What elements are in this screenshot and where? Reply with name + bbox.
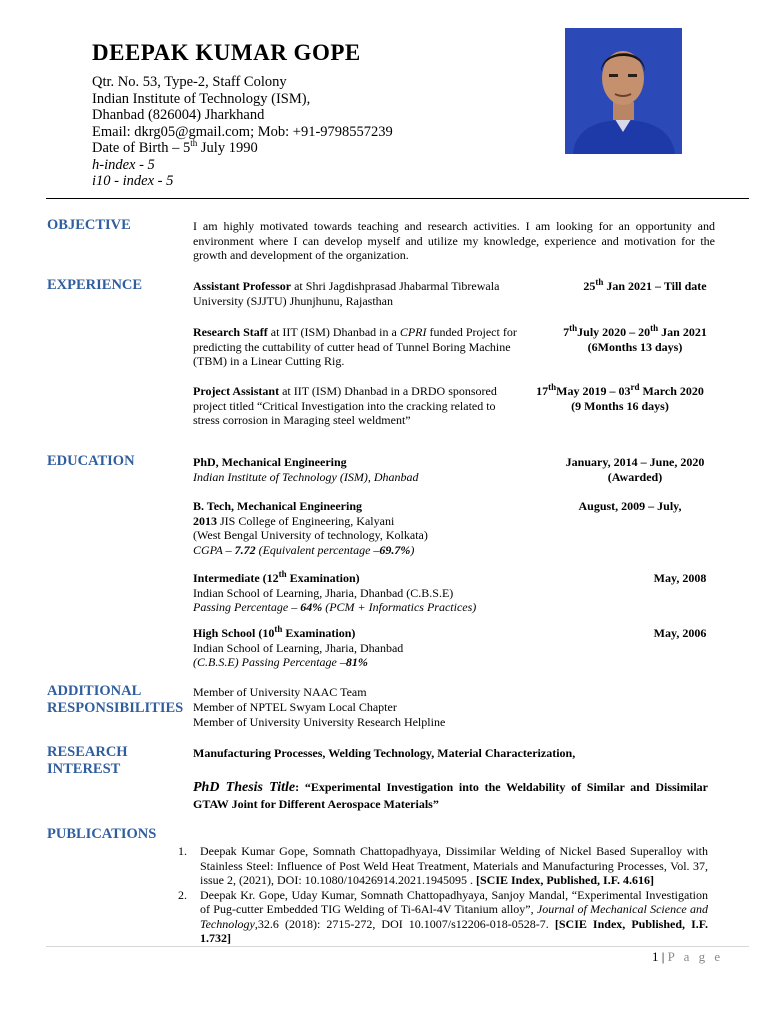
education-highschool-date: May, 2006 [653,626,707,640]
objective-heading: OBJECTIVE [47,217,131,233]
research-interest: Manufacturing Processes, Welding Technology, Material Characterization, [193,746,576,760]
publication-item-1: 1. Deepak Kumar Gope, Somnath Chattopadhyaya, Dissimilar Welding of Nickel Based Superalloy with Stainless Steel: Influence of Post Weld Heat Treatment, Materials and Manufacturing Processes, Vol. 37, issue 2, (2021), DOI: 10.1080/10426914.2021.1945095 . [SCIE Index, Published, I.F. 4.616] [178,844,708,887]
experience-heading: EXPERIENCE [47,277,143,293]
experience-date-3: 17thMay 2019 – 03rd March 2020 (9 Months 16 days) [530,384,710,413]
candidate-name: DEEPAK KUMAR GOPE [92,40,361,65]
address-line-3: Dhanbad (826004) Jharkhand [92,107,265,123]
list-item: Member of NPTEL Swyam Local Chapter [193,700,397,714]
education-phd: PhD, Mechanical Engineering Indian Institute of Technology (ISM), Dhanbad [193,455,419,484]
experience-duration-2: (6Months 13 days) [587,339,683,354]
publication-item-2: 2. Deepak Kr. Gope, Uday Kumar, Somnath Chattopadhyaya, Sanjoy Mandal, “Experimental Investigation of Pug-cutter Embedded TIG Welding of Ti-6Al-4V Titanium alloy”, Journal of Mechanical Science and Technology,32.6 (2018): 2715-272, DOI 10.1007/s12206-018-0528-7. [SCIE Index, Published, I.F. 1.732] [178,887,709,945]
h-index: h-index - 5 [92,156,155,173]
education-phd-date: January, 2014 – June, 2020 (Awarded) [565,455,705,484]
page-number: 1 | P a g e [652,949,724,964]
person-portrait-icon [565,28,682,154]
list-item: Member of University NAAC Team [193,685,367,699]
education-heading: EDUCATION [47,453,135,469]
date-of-birth: Date of Birth – 5th July 1990 [92,138,258,156]
address-line-2: Indian Institute of Technology (ISM), [92,90,311,107]
experience-date-2: 7thJuly 2020 – 20th Jan 2021 (6Months 13 days) [545,325,725,354]
experience-item-2: Research Staff at IIT (ISM) Dhanbad in a CPRI funded Project for predicting the cuttability of cutter head of Tunnel Boring Machine (TBM) in a Linear Cutting Rig. [193,325,517,368]
address-block [92,74,393,190]
experience-item-3: Project Assistant at IIT (ISM) Dhanbad in a DRDO sponsored project titled “Critical Investigation into the cracking related to stress corrosion in Maraging steel weldment” [193,384,497,427]
publications-heading: PUBLICATIONS [47,826,157,842]
objective-text: I am highly motivated towards teaching and research activities. I am looking for an opportunity and environment where I can develop myself and utilize my knowledge, experience and motivation for the growth and development of the organization. [193,219,715,262]
header-divider [46,198,749,199]
address-line-1: Qtr. No. 53, Type-2, Staff Colony [92,74,287,90]
i10-index: i10 - index - 5 [92,173,174,189]
additional-heading: ADDITIONAL RESPONSIBILITIES [47,683,184,716]
experience-item-1: Assistant Professor at Shri Jagdishprasad Jhabarmal Tibrewala University (SJJTU) Jhunjhunu, Rajasthan [193,279,500,308]
education-btech: B. Tech, Mechanical Engineering 2013 JIS College of Engineering, Kalyani (West Bengal University of technology, Kolkata) CGPA – 7.72 (Equivalent percentage –69.7%) [193,499,428,557]
phd-thesis-title: PhD Thesis Title: “Experimental Investigation into the Weldability of Similar and Dissimilar GTAW Joint for Different Aerospace Materials” [193,780,708,811]
publications-list [178,844,708,946]
list-item: Member of University University Research Helpline [193,715,446,729]
footer-divider [46,946,749,947]
education-intermediate: Intermediate (12th Examination) Indian School of Learning, Jharia, Dhanbad (C.B.S.E) Passing Percentage – 64% (PCM + Informatics Practices) [193,569,477,614]
education-highschool: High School (10th Examination) Indian School of Learning, Jharia, Dhanbad (C.B.S.E) Passing Percentage –81% [193,624,404,669]
education-intermediate-date: May, 2008 [653,571,707,585]
research-heading: RESEARCH INTEREST [47,744,128,777]
contact-line: Email: dkrg05@gmail.com; Mob: +91-9798557239 [92,123,393,140]
experience-date-1: 25th Jan 2021 – Till date [583,277,707,293]
additional-list [193,685,445,730]
profile-photo [565,28,682,154]
experience-duration-3: (9 Months 16 days) [571,398,669,413]
education-btech-date: August, 2009 – July, [578,499,682,513]
